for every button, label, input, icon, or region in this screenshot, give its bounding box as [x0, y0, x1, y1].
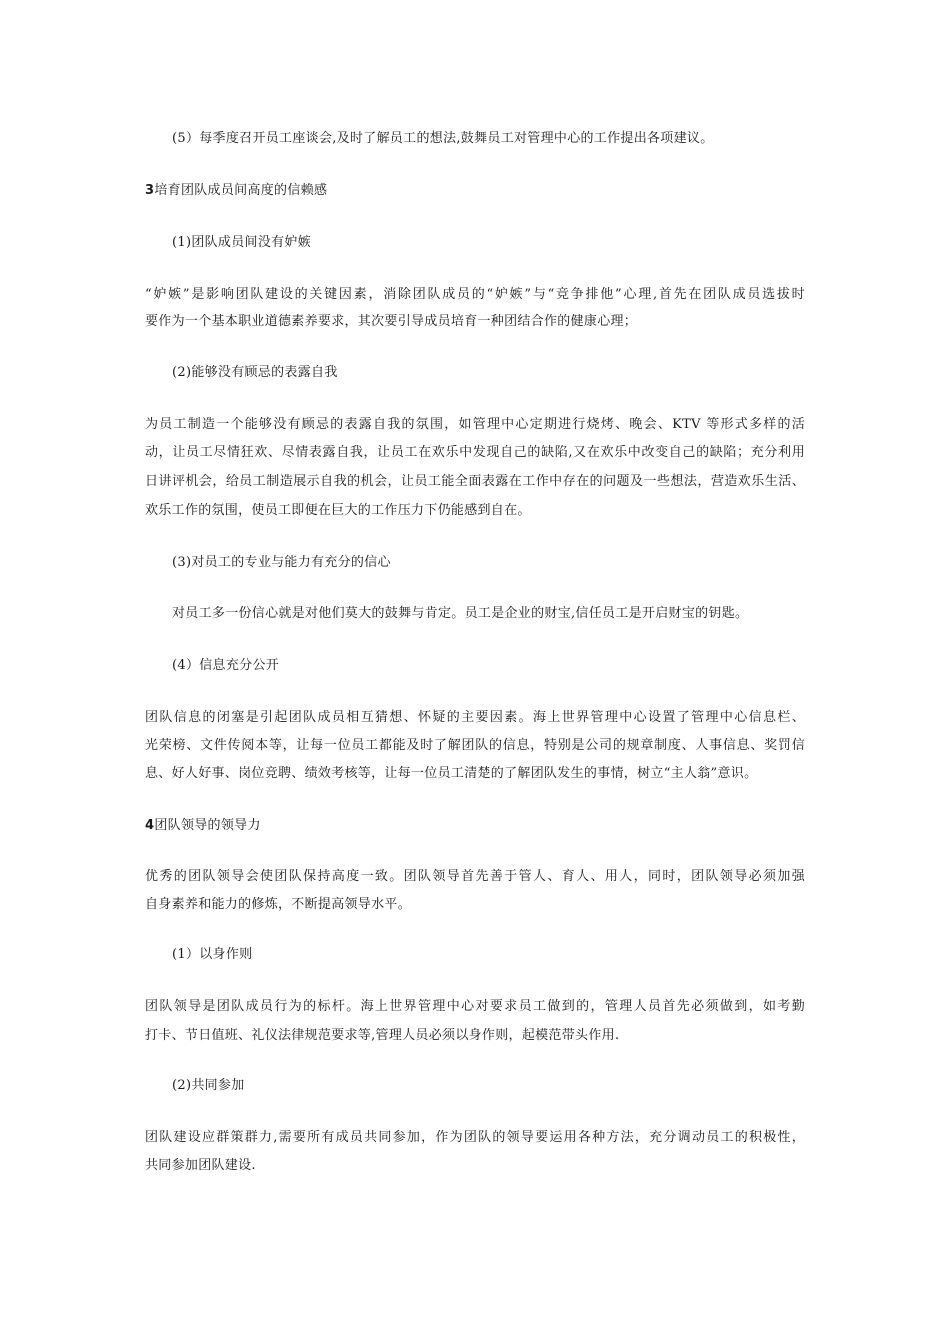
paragraph-line: 动，让员工尽情狂欢、尽情表露自我，让员工在欢乐中发现自己的缺陷,又在欢乐中改变自己的缺陷；充分利用 [145, 445, 805, 460]
paragraph-line: 团队建设应群策群力,需要所有成员共同参加，作为团队的领导要运用各种方法，充分调动员工的积极性， [145, 1130, 805, 1145]
paragraph-line: 息、好人好事、岗位竞聘、绩效考核等，让每一位员工清楚的了解团队发生的事情，树立“主人翁”意识。 [145, 766, 758, 781]
section-number: 3 [145, 183, 155, 198]
subheading-no-jealousy: (1)团队成员间没有妒嫉 [172, 235, 312, 250]
list-item-5-seminar: (5）每季度召开员工座谈会,及时了解员工的想法,鼓舞员工对管理中心的工作提出各项建议。 [172, 131, 714, 146]
paragraph-line: “妒嫉”是影响团队建设的关键因素，消除团队成员的“妒嫉”与“竞争排他”心理,首先在团队成员选拔时 [145, 287, 805, 302]
paragraph-line: 为员工制造一个能够没有顾忌的表露自我的氛围，如管理中心定期进行烧烤、晚会、KTV 等形式多样的活 [145, 417, 805, 432]
section-title: 团队领导的领导力 [154, 818, 261, 833]
section-number: 4 [145, 818, 155, 833]
paragraph-line: 要作为一个基本职业道德素养要求，其次要引导成员培育一种团结合作的健康心理； [145, 314, 638, 329]
paragraph-line: 对员工多一份信心就是对他们莫大的鼓舞与肯定。员工是企业的财宝,信任员工是开启财宝的钥匙。 [172, 606, 749, 621]
section-heading-3 [145, 182, 327, 200]
subheading-express-self: (2)能够没有顾忌的表露自我 [172, 365, 338, 380]
subheading-participation: (2)共同参加 [172, 1078, 245, 1093]
section-heading-4 [145, 817, 261, 835]
paragraph-line: 共同参加团队建设. [145, 1158, 256, 1173]
section-title: 培育团队成员间高度的信赖感 [154, 183, 328, 198]
subheading-info-open: (4）信息充分公开 [172, 658, 280, 673]
paragraph-line: 优秀的团队领导会使团队保持高度一致。团队领导首先善于管人、育人、用人，同时，团队领导必须加强 [145, 869, 805, 884]
paragraph-line: 团队领导是团队成员行为的标杆。海上世界管理中心对要求员工做到的，管理人员首先必须做到，如考勤 [145, 999, 805, 1014]
paragraph-line: 日讲评机会，给员工制造展示自我的机会，让员工能全面表露在工作中存在的问题及一些想法，营造欢乐生活、 [145, 474, 805, 489]
subheading-confidence: (3)对员工的专业与能力有充分的信心 [172, 555, 391, 570]
paragraph-line: 团队信息的闭塞是引起团队成员相互猜想、怀疑的主要因素。海上世界管理中心设置了管理中心信息栏、 [145, 710, 805, 725]
subheading-lead-by-example: (1）以身作则 [172, 947, 253, 962]
paragraph-line: 光荣榜、文件传阅本等，让每一位员工都能及时了解团队的信息，特别是公司的规章制度、人事信息、奖罚信 [145, 738, 805, 753]
paragraph-line: 自身素养和能力的修炼，不断提高领导水平。 [145, 897, 412, 912]
paragraph-line: 打卡、节日值班、礼仪法律规范要求等,管理人员必须以身作则，起模范带头作用. [145, 1028, 620, 1043]
paragraph-line: 欢乐工作的氛围，使员工即便在巨大的工作压力下仍能感到自在。 [145, 503, 531, 518]
